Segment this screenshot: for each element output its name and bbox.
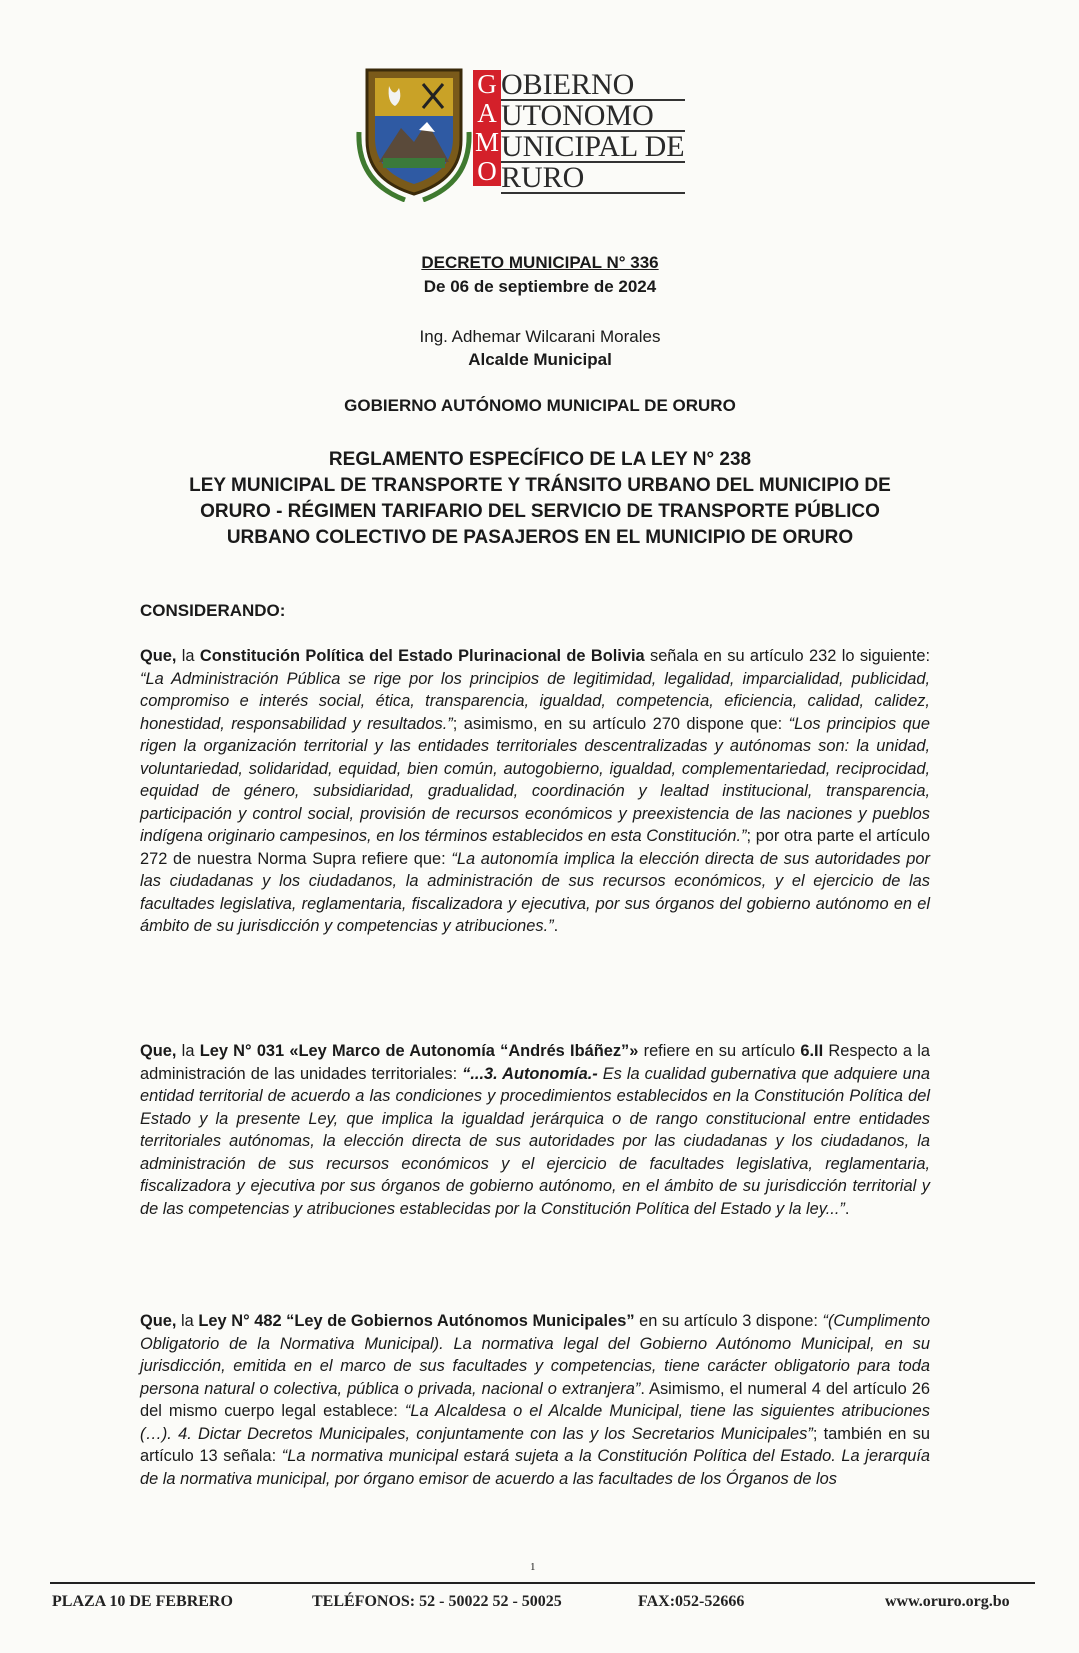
text-run: ; por otra parte el artículo 272 de nuestra Norma Supra refiere que: [140, 827, 930, 868]
footer-website[interactable]: www.oruro.org.bo [885, 1593, 1010, 1610]
regulation-title-line: URBANO COLECTIVO DE PASAJEROS EN EL MUNICIPIO DE ORURO [226, 527, 854, 548]
quotation: “La Alcaldesa o el Alcalde Municipal, tiene las siguientes atribuciones (…). 4. Dictar Decretos Municipales, conjuntamente con las y los Secretarios Municipales” [140, 1402, 930, 1443]
org-name-line: RURO [501, 163, 685, 194]
text-run: ; también en su artículo 13 señala: [140, 1424, 930, 1465]
page-number: 1 [530, 1561, 536, 1573]
gamo-acronym-bar [473, 70, 501, 186]
regulation-title [140, 447, 940, 551]
footer-divider [50, 1582, 1035, 1584]
text-run: la [176, 1312, 199, 1330]
municipal-logo [355, 62, 735, 202]
text-run: . Asimismo, el numeral 4 del artículo 26 del mismo cuerpo legal establece: [140, 1379, 930, 1420]
text-run: . [844, 1199, 850, 1218]
quotation: “(Cumplimento Obligatorio de la Normativa Municipal). La normativa legal del Gobierno Autónomo Municipal, en su jurisdicción, emitida en el marco de sus facultades y competencias, tiene carácter obligatorio para toda persona natural o colectiva, pública o privada, nacional o extranjera” [140, 1312, 930, 1398]
text-run: la [176, 1042, 200, 1060]
regulation-title-line: REGLAMENTO ESPECÍFICO DE LA LEY N° 238 [328, 449, 752, 470]
quotation: “La normativa municipal estará sujeta a la Constitución Política del Estado. La jerarquía de la normativa municipal, por órgano emisor de acuerdo a las facultades de los Órganos de los [140, 1447, 930, 1488]
quotation: Es la cualidad gubernativa que adquiere una entidad territorial de acuerdo a las condiciones y procedimientos establecidos en la Constitución Política del Estado y la presente Ley, que implica la igualdad jerárquica o de rango constitucional entre entidades territoriales autónomas, la elección directa de sus autoridades por las ciudadanas y los ciudadanos, la administración de sus recursos económicos y el ejercicio de facultades legislativa, reglamentaria, fiscalizadora y ejecutiva por sus órganos de gobierno autónomo, en el ámbito de su jurisdicción territorial y de las competencias y atribuciones establecidas por la Constitución Política del Estado y la ley...” [140, 1064, 930, 1218]
considerando-paragraph-2 [140, 1040, 930, 1220]
org-name-line: UTONOMO [501, 101, 685, 132]
decree-number: DECRETO MUNICIPAL N° 336 [421, 253, 659, 272]
text-run: . [553, 917, 559, 935]
gamo-letter: M [474, 127, 499, 157]
text-run: Respecto a la administración de las unidades territoriales: [140, 1042, 930, 1083]
quotation: “Los principios que rigen la organización territorial y las entidades territoriales descentralizadas y autónomas son: la unidad, voluntariedad, solidaridad, equidad, bien común, autogobierno, igualdad, complementariedad, reciprocidad, equidad de género, subsidiaridad, gradualidad, coordinación y lealtad institucional, transparencia, participación y control social, provisión de recursos económicos y preexistencia de las naciones y pueblos indígena originario campesinos, en los términos establecidos en esta Constitución.” [140, 714, 930, 845]
que-label: Que, [140, 1042, 177, 1060]
footer-address: PLAZA 10 DE FEBRERO [52, 1593, 233, 1610]
considerando-paragraph-1 [140, 645, 930, 938]
footer-fax: FAX:052-52666 [638, 1593, 745, 1610]
coat-of-arms-icon [355, 62, 473, 202]
text-run: ; asimismo, en su artículo 270 dispone que: [452, 714, 789, 733]
cited-law: Constitución Política del Estado Plurinacional de Bolivia [199, 647, 645, 665]
que-label: Que, [140, 647, 177, 665]
considerando-paragraph-3 [140, 1310, 930, 1490]
article-ref: 6.II [800, 1042, 824, 1060]
footer-phones: TELÉFONOS: 52 - 50022 52 - 50025 [312, 1593, 562, 1610]
text-run: refiere en su artículo [638, 1042, 801, 1060]
text-run: señala en su artículo 232 lo siguiente: [644, 647, 930, 665]
government-name: GOBIERNO AUTÓNOMO MUNICIPAL DE ORURO [344, 396, 736, 415]
org-name-line: OBIERNO [501, 70, 685, 101]
cited-law: Ley N° 482 “Ley de Gobiernos Autónomos Municipales” [198, 1312, 635, 1330]
text-run: la [176, 647, 200, 665]
que-label: Que, [140, 1312, 177, 1330]
quotation: “La Administración Pública se rige por los principios de legitimidad, legalidad, imparcialidad, publicidad, compromiso e interés social, ética, transparencia, igualdad, competencia, eficiencia, calidad, calidez, honestidad, responsabilidad y resultados.” [140, 669, 930, 733]
considerando-heading: CONSIDERANDO: [140, 601, 286, 620]
regulation-title-line: LEY MUNICIPAL DE TRANSPORTE Y TRÁNSITO URBANO DEL MUNICIPIO DE [189, 475, 891, 496]
regulation-title-line: ORURO - RÉGIMEN TARIFARIO DEL SERVICIO DE TRANSPORTE PÚBLICO [200, 501, 880, 522]
mayor-role: Alcalde Municipal [468, 350, 612, 369]
quotation: “La autonomía implica la elección directa de sus autoridades por las ciudadanas y los ciudadanos, la administración de sus recursos económicos, y el ejercicio de las facultades legislativa, reglamentaria, fiscalizadora y ejecutiva, por sus órganos del gobierno autónomo en el ámbito de su jurisdicción y competencias y atribuciones.” [140, 849, 930, 935]
mayor-name: Ing. Adhemar Wilcarani Morales [419, 327, 661, 346]
gamo-letter: O [477, 156, 497, 186]
org-name [501, 70, 685, 194]
cited-law: Ley N° 031 «Ley Marco de Autonomía “Andrés Ibáñez”» [199, 1042, 639, 1060]
decree-date: De 06 de septiembre de 2024 [423, 277, 657, 296]
gamo-letter: A [477, 98, 497, 128]
org-name-line: UNICIPAL DE [501, 130, 685, 163]
text-run: en su artículo 3 dispone: [634, 1312, 823, 1330]
gamo-letter: G [477, 69, 497, 99]
quotation-heading: “...3. Autonomía.- [462, 1064, 598, 1083]
